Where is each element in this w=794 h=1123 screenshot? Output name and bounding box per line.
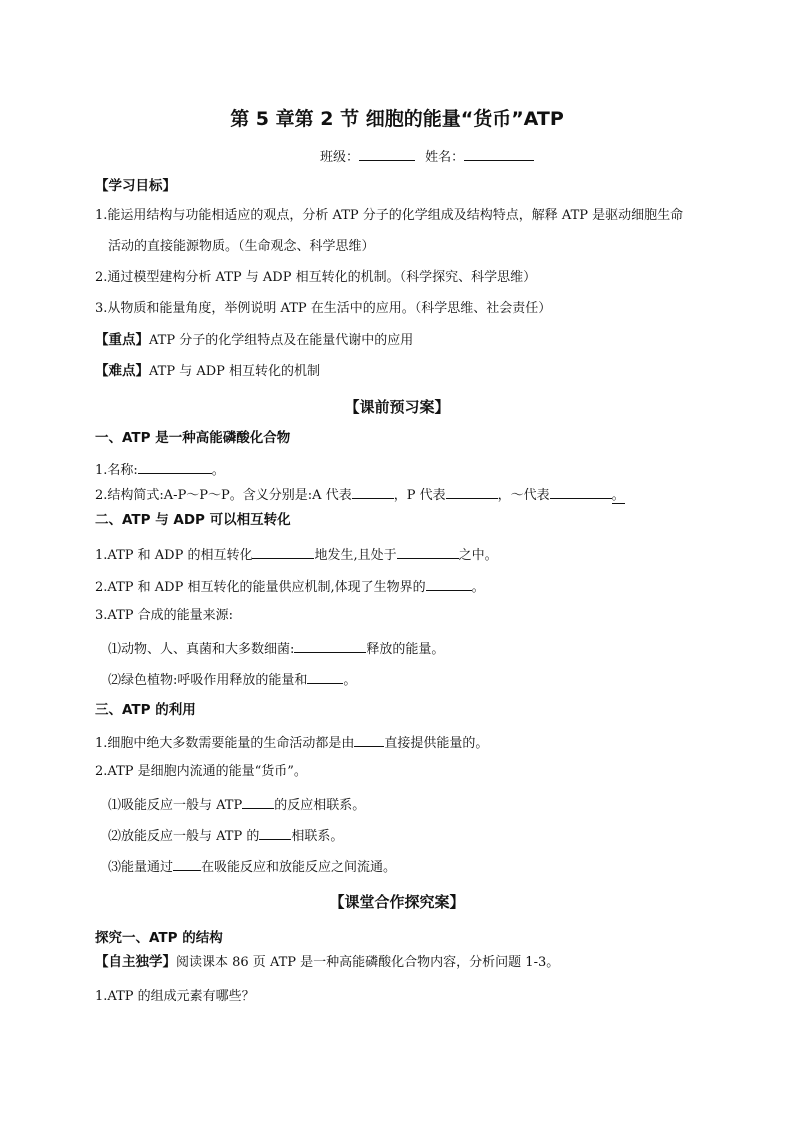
part3-q2-2-text: ⑵放能反应一般与 ATP 的 <box>108 829 260 844</box>
part1-q2-text: 2.结构简式:A-P～P～P。含义分别是:A 代表 <box>95 488 352 503</box>
part2-q2 <box>95 576 485 597</box>
part3-q2-2-end: 相联系。 <box>291 829 344 844</box>
part3-q2-3 <box>108 856 396 877</box>
preview-heading: 【课前预习案】 <box>344 398 450 416</box>
name-blank[interactable] <box>464 146 534 161</box>
objective-2: 2.通过模型建构分析 ATP 与 ADP 相互转化的机制。（科学探究、科学思维） <box>95 270 537 285</box>
part2-q3-2-blank[interactable] <box>307 669 343 684</box>
name-label: 姓名： <box>425 150 465 165</box>
part1-q2-blank-tilde[interactable] <box>550 484 612 499</box>
difficulty-label: 【难点】 <box>95 363 149 379</box>
key-text: ATP 分子的化学组特点及在能量代谢中的应用 <box>149 333 414 348</box>
part3-q2-1 <box>108 794 365 815</box>
part2-q2-end: 。 <box>471 580 485 595</box>
part3-q2-3-text: ⑶能量通过 <box>108 860 174 875</box>
objective-1: 1.能运用结构与功能相适应的观点，分析 ATP 分子的化学组成及结构特点，解释 ATP 是驱动细胞生命 <box>95 208 684 223</box>
part3-q1 <box>95 732 488 753</box>
part2-q1-blank-a[interactable] <box>252 544 314 559</box>
part1-q2-blank-p[interactable] <box>446 484 498 499</box>
difficulty-text: ATP 与 ADP 相互转化的机制 <box>149 364 321 379</box>
objective-3: 3.从物质和能量角度，举例说明 ATP 在生活中的应用。（科学思维、社会责任） <box>95 301 552 316</box>
self-study-text: 阅读课本 86 页 ATP 是一种高能磷酸化合物内容，分析问题 1-3。 <box>176 955 560 970</box>
part1-heading: 一、ATP 是一种高能磷酸化合物 <box>95 430 291 446</box>
part2-q3: 3.ATP 合成的能量来源: <box>95 608 234 623</box>
part1-q2-text-tilde: ，～代表 <box>497 488 550 503</box>
question-1: 1.ATP 的组成元素有哪些？ <box>95 989 255 1004</box>
part3-q1-blank[interactable] <box>354 732 384 747</box>
part1-q2 <box>95 484 625 505</box>
key-point <box>95 331 413 350</box>
classroom-heading: 【课堂合作探究案】 <box>329 893 465 911</box>
part2-q1-end: 之中。 <box>458 548 498 563</box>
part3-q1-text: 1.细胞中绝大多数需要能量的生命活动都是由 <box>95 736 355 751</box>
part2-heading: 二、ATP 与 ADP 可以相互转化 <box>95 512 291 528</box>
self-study <box>95 953 559 972</box>
part3-heading: 三、ATP 的利用 <box>95 702 196 718</box>
part2-q3-1-end: 释放的能量。 <box>366 642 445 657</box>
page-title: 第 5 章第 2 节 细胞的能量“货币”ATP <box>230 108 564 130</box>
part1-q1-blank[interactable] <box>138 459 212 474</box>
part2-q2-blank[interactable] <box>426 576 472 591</box>
part2-q1-blank-b[interactable] <box>397 544 459 559</box>
part2-q3-2 <box>108 669 356 690</box>
part1-q1 <box>95 459 225 480</box>
part1-q2-text-p: ，P 代表 <box>393 488 446 503</box>
student-info <box>320 146 534 167</box>
part2-q3-1-blank[interactable] <box>294 638 366 653</box>
difficulty-point <box>95 362 320 381</box>
part3-q2-2-blank[interactable] <box>259 825 291 840</box>
part2-q1-text-b: 地发生,且处于 <box>314 548 397 563</box>
objective-1-cont: 活动的直接能源物质。（生命观念、科学思维） <box>108 239 375 254</box>
part3-q2-1-text: ⑴吸能反应一般与 ATP <box>108 798 243 813</box>
part3-q2: 2.ATP 是细胞内流通的能量“货币”。 <box>95 764 307 779</box>
part3-q2-3-end: 在吸能反应和放能反应之间流通。 <box>201 860 397 875</box>
part3-q2-2 <box>108 825 343 846</box>
self-study-label: 【自主独学】 <box>95 954 176 970</box>
part2-q1-text: 1.ATP 和 ADP 的相互转化 <box>95 548 253 563</box>
part3-q2-3-blank[interactable] <box>173 856 201 871</box>
part3-q2-1-end: 的反应相联系。 <box>274 798 366 813</box>
explore1-heading: 探究一、ATP 的结构 <box>95 930 223 946</box>
part3-q1-end: 直接提供能量的。 <box>384 736 489 751</box>
part1-q2-blank-a[interactable] <box>352 484 394 499</box>
part1-q2-end: 。 <box>611 488 625 503</box>
key-label: 【重点】 <box>95 332 149 348</box>
part2-q3-1-text: ⑴动物、人、真菌和大多数细菌: <box>108 642 295 657</box>
part1-q1-text: 1.名称: <box>95 463 138 478</box>
part2-q3-2-end: 。 <box>343 673 357 688</box>
objectives-heading: 【学习目标】 <box>95 178 176 194</box>
part3-q2-1-blank[interactable] <box>242 794 274 809</box>
part2-q1 <box>95 544 498 565</box>
part1-q1-end: 。 <box>211 463 225 478</box>
class-label: 班级： <box>320 150 360 165</box>
part2-q2-text: 2.ATP 和 ADP 相互转化的能量供应机制,体现了生物界的 <box>95 580 426 595</box>
part2-q3-2-text: ⑵绿色植物:呼吸作用释放的能量和 <box>108 673 308 688</box>
class-blank[interactable] <box>359 146 415 161</box>
part2-q3-1 <box>108 638 444 659</box>
